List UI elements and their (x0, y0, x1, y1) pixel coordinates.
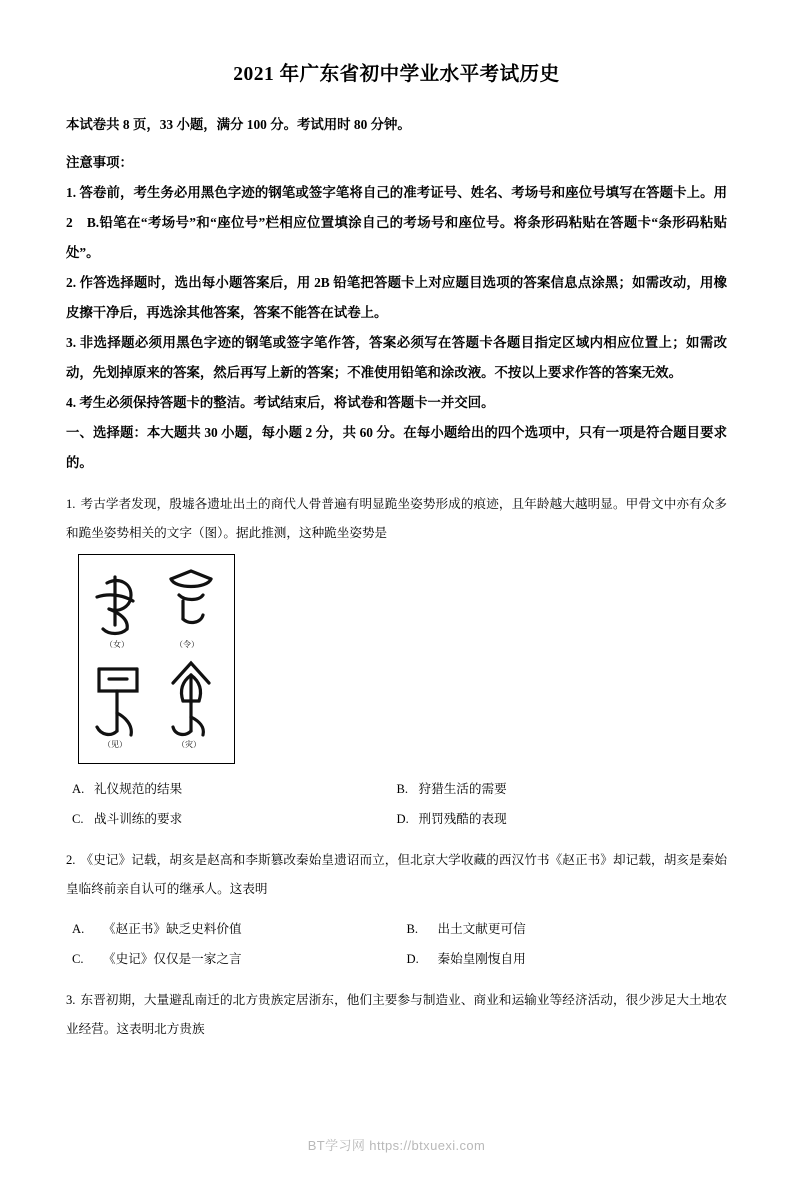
option-label: B. (396, 782, 409, 796)
question-1 (66, 490, 727, 834)
option-label: D. (406, 952, 419, 966)
section-one-heading: 一、选择题：本大题共 30 小题，每小题 2 分，共 60 分。在每小题给出的四个选项中，只有一项是符合题目要求的。 (66, 425, 727, 470)
question-1-text (66, 490, 727, 548)
option-text: 秦始皇刚愎自用 (437, 952, 526, 966)
question-3-text (66, 986, 727, 1044)
question-2-number: 2. (66, 853, 76, 867)
option-label: A. (72, 782, 85, 796)
figure-caption-3: （见） (103, 740, 127, 749)
question-2-options (66, 914, 727, 974)
figure-caption-1: （女） (105, 640, 129, 649)
question-1-options (66, 774, 727, 834)
question-2-text (66, 846, 727, 904)
question-3-stem: 东晋初期，大量避乱南迁的北方贵族定居浙东，他们主要参与制造业、商业和运输业等经济活动，很少涉足大土地农业经营。这表明北方贵族 (66, 993, 727, 1036)
option-text: 《赵正书》缺乏史料价值 (103, 922, 242, 936)
question-1-option-c[interactable] (66, 804, 397, 834)
option-text: 狩猎生活的需要 (418, 782, 507, 796)
question-3-number: 3. (66, 993, 76, 1007)
question-1-option-b[interactable] (397, 774, 728, 804)
question-1-stem: 考古学者发现，殷墟各遗址出土的商代人骨普遍有明显跪坐姿势形成的痕迹，且年龄越大越明显。甲骨文中亦有众多和跪坐姿势相关的文字（图）。据此推测，这种跪坐姿势是 (66, 497, 727, 540)
option-text: 出土文献更可信 (437, 922, 526, 936)
question-2-option-a[interactable] (66, 914, 397, 944)
watermark-footer: BT学习网 https://btxuexi.com (307, 1138, 486, 1153)
question-2 (66, 846, 727, 974)
option-label: A. (72, 922, 85, 936)
figure-caption-4: （灾） (177, 740, 201, 749)
notice-heading: 注意事项： (66, 155, 133, 170)
question-1-option-a[interactable] (66, 774, 397, 804)
option-text: 《史记》仅仅是一家之言 (103, 952, 242, 966)
question-3 (66, 986, 727, 1044)
notice-item-3: 3. 非选择题必须用黑色字迹的钢笔或签字笔作答，答案必须写在答题卡各题目指定区域内相应位置上；如需改动，先划掉原来的答案，然后再写上新的答案；不准使用铅笔和涂改液。不按以上要求作答的答案无效。 (66, 335, 727, 380)
option-text: 刑罚残酷的表现 (418, 812, 507, 826)
notice-item-4: 4. 考生必须保持答题卡的整洁。考试结束后，将试卷和答题卡一并交回。 (66, 395, 495, 410)
page-title: 2021 年广东省初中学业水平考试历史 (233, 64, 560, 85)
option-label: C. (72, 812, 84, 826)
option-label: B. (406, 922, 419, 936)
question-2-stem: 《史记》记载，胡亥是赵高和李斯篡改秦始皇遗诏而立，但北京大学收藏的西汉竹书《赵正书》却记载，胡亥是秦始皇临终前亲自认可的继承人。这表明 (66, 853, 727, 896)
exam-paper-page (0, 58, 793, 1180)
option-label: D. (396, 812, 409, 826)
question-2-option-c[interactable] (66, 944, 397, 974)
question-2-option-d[interactable] (397, 944, 728, 974)
option-text: 礼仪规范的结果 (94, 782, 183, 796)
question-2-option-b[interactable] (397, 914, 728, 944)
question-1-number: 1. (66, 497, 76, 511)
intro-line: 本试卷共 8 页，33 小题，满分 100 分。考试用时 80 分钟。 (66, 117, 411, 132)
notice-item-1: 1. 答卷前，考生务必用黑色字迹的钢笔或签字笔将自己的准考证号、姓名、考场号和座位号填写在答题卡上。用 2 B.铅笔在“考场号”和“座位号”栏相应位置填涂自己的考场号和座位号。将条形码粘贴在答题卡“条形码粘贴处”。 (66, 185, 727, 260)
option-text: 战斗训练的要求 (94, 812, 183, 826)
question-1-option-d[interactable] (397, 804, 728, 834)
option-label: C. (72, 952, 84, 966)
figure-caption-2: （令） (175, 640, 199, 649)
notice-item-2: 2. 作答选择题时，选出每小题答案后，用 2B 铅笔把答题卡上对应题目选项的答案信息点涂黑；如需改动，用橡皮擦干净后，再选涂其他答案，答案不能答在试卷上。 (66, 275, 727, 320)
oracle-bone-script-figure (78, 554, 235, 764)
